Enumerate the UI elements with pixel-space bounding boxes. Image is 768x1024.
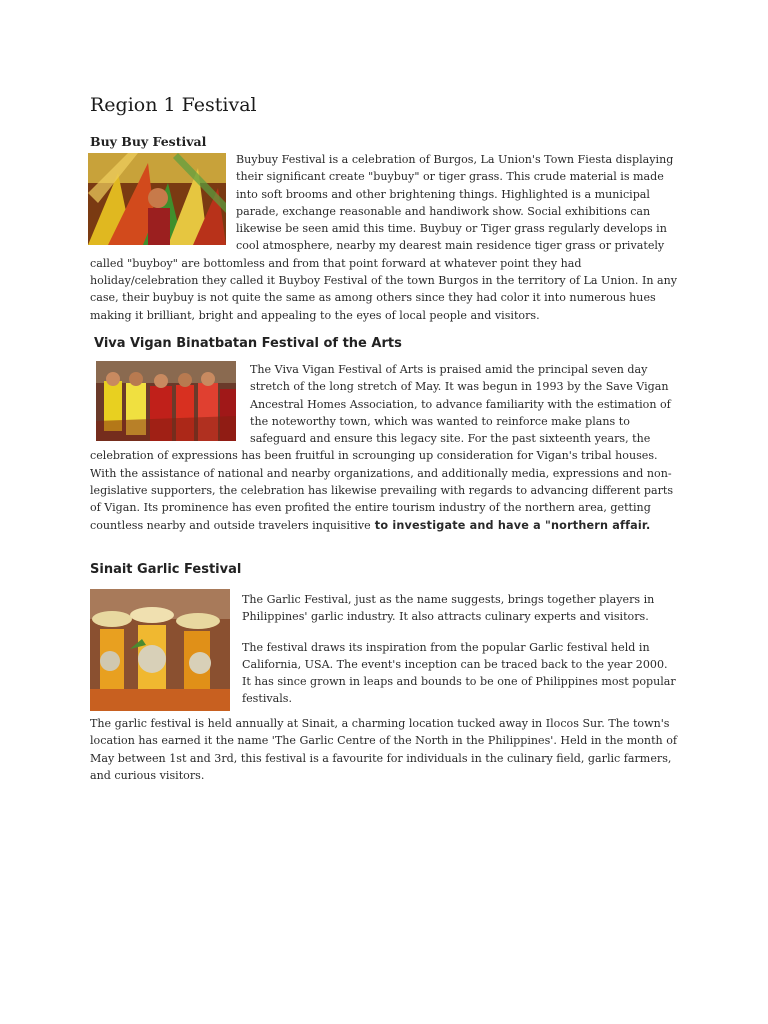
section-viva-vigan — [90, 335, 678, 534]
viva-vigan-festival-photo — [96, 361, 236, 441]
section-sinait-garlic-festival — [90, 561, 678, 784]
section-body-location: The garlic festival is held annually at Sinait, a charming location tucked away in Ilocos Sur. The town's location has earned it the name 'The Garlic Centre of the North in the Philippines'. Held in the month of May between 1st and 3rd, this festival is a favourite for individuals in the culinary field, garlic farmers, and curious visitors. — [90, 717, 677, 782]
garlic-festival-photo — [90, 589, 230, 711]
section-body-intro: The Garlic Festival, just as the name suggests, brings together players in Philippines' garlic industry. It also attracts culinary experts and visitors. — [242, 593, 655, 624]
buybuy-festival-photo — [88, 153, 226, 245]
section-body: Buybuy Festival is a celebration of Burgos, La Union's Town Fiesta displaying their significant create "buybuy" or tiger grass. This crude material is made into soft brooms and other brightening things. Highlighted is a municipal parade, exchange reasonable and handiwork show. Social exhibitions can likewise be seen amid this time. Buybuy or Tiger grass regularly develops in cool atmosphere, nearby my dearest main residence tiger grass or privately called "buyboy" are bottomless and from that point forward at whatever point they had holiday/celebration they called it Buyboy Festival of the town Burgos in the territory of La Union. In any case, their buybuy is not quite the same as among others since they had color it into numerous hues making it brilliant, bright and appealing to the eyes of local people and visitors. — [90, 153, 678, 322]
section-body-tail: to investigate and have a "northern affair. — [370, 518, 651, 532]
section-heading: Viva Vigan Binatbatan Festival of the Arts — [94, 336, 402, 351]
section-body-text: The Viva Vigan Festival of Arts is praised amid the principal seven day stretch of the long stretch of May. It was begun in 1993 by the Save Vigan Ancestral Homes Association, to advance familiarity with the estimation of the noteworthy town, which was wanted to reinforce make plans to safeguard and ensure this legacy site. For the past sixteenth years, the celebration of expressions has been fruitful in scrounging up consideration for Vigan's tribal houses. With the assistance of national and nearby organizations, and additionally media, expressions and non-legislative supporters, the celebration has likewise prevailing with regards to advancing different parts of Vigan. Its prominence has even profited the entire tourism industry of the northern area, getting countless nearby and outside travelers inquisitive — [90, 363, 674, 532]
section-buy-buy-festival — [90, 133, 678, 324]
section-body-inspiration: The festival draws its inspiration from the popular Garlic festival held in California, USA. The event's inception can be traced back to the year 2000. It has since grown in leaps and bounds to be one of Philippines most popular festivals. — [242, 640, 676, 706]
section-heading: Buy Buy Festival — [90, 134, 207, 149]
page-title: Region 1 Festival — [90, 94, 257, 116]
section-heading: Sinait Garlic Festival — [90, 562, 242, 577]
